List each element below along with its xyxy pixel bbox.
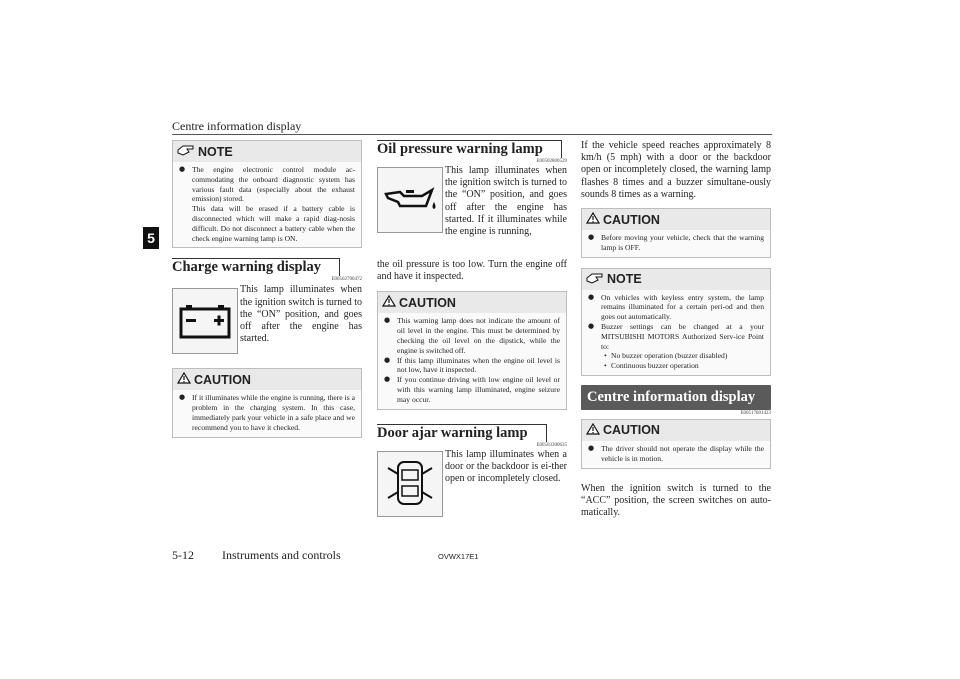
caution-text: If this lamp illuminates when the engine oil level is not low, have it inspected. xyxy=(397,355,560,375)
door-section xyxy=(377,424,567,519)
section-title: Door ajar warning lamp xyxy=(377,424,547,442)
caution-header xyxy=(582,209,770,230)
footer-code: OVWX17E1 xyxy=(438,552,479,561)
note-bullet: ● Buzzer settings can be changed at a your MITSUBISHI MOTORS Authorized Serv-ice Point to: • No buzzer operation (buzzer disabled) • Continuous buzzer operation xyxy=(588,322,764,371)
section-code: E00502800529 xyxy=(536,159,567,164)
section-code: E00503300635 xyxy=(536,442,567,448)
note-header xyxy=(582,269,770,290)
footer-chapter: Instruments and controls xyxy=(222,548,341,562)
caution-text: If you continue driving with low engine oil level or with this warning lamp illuminated, engine seizure may occur. xyxy=(397,375,560,404)
section-title: Centre information display xyxy=(581,385,771,410)
centre-display-text: When the ignition switch is turned to the “ACC” position, the screen switches on auto-matically. xyxy=(581,482,771,518)
caution-box xyxy=(581,208,771,258)
warning-triangle-icon xyxy=(382,295,396,310)
note-label: NOTE xyxy=(198,144,233,159)
door-ajar-car-icon xyxy=(377,451,443,517)
caution-box xyxy=(172,368,362,437)
warning-triangle-icon xyxy=(586,212,600,227)
caution-bullet: ● The driver should not operate the display while the vehicle is in motion. xyxy=(588,443,764,463)
note-sub-text: No buzzer operation (buzzer disabled) xyxy=(611,351,728,361)
caution-text: Before moving your vehicle, check that the warning lamp is OFF. xyxy=(601,233,764,252)
note-sub-text: Continuous buzzer operation xyxy=(611,361,699,371)
note-label: NOTE xyxy=(607,272,642,287)
column-1 xyxy=(172,140,362,438)
caution-bullet: ● If this lamp illuminates when the engine oil level is not low, have it inspected. xyxy=(384,355,560,375)
caution-bullet: ● If it illuminates while the engine is running, there is a problem in the charging system. In this case, immediately park your vehicle in a safe place and we recommend you to have it checked. xyxy=(179,393,355,432)
section-code: E00517801423 xyxy=(740,410,771,416)
header-title: Centre information display xyxy=(172,119,302,133)
charge-section xyxy=(172,258,362,356)
caution-bullet: ● Before moving your vehicle, check that the warning lamp is OFF. xyxy=(588,233,764,252)
column-2 xyxy=(377,140,567,519)
note-text-1: The engine electronic control module ac-commodating the onboard diagnostic system has various fault data (especially about the exhaust emission) stored. xyxy=(192,165,355,204)
charge-text: This lamp illuminates when the ignition switch is turned to the “ON” position, and goes off after the engine has started. xyxy=(240,284,362,345)
note-header xyxy=(173,141,361,162)
note-box xyxy=(581,268,771,376)
chapter-tab: 5 xyxy=(143,227,159,249)
caution-label: CAUTION xyxy=(399,295,456,310)
note-bullet: ● The engine electronic control module ac-commodating the onboard diagnostic system has various fault data (especially about the exhaust emission) stored. This data will be erased if a battery cable is disconnected which will make a rapid diag-nosis difficult. Do not disconnect a battery cable when the check engine warning lamp is ON. xyxy=(179,165,355,243)
caution-bullet: ● This warning lamp does not indicate the amount of oil level in the engine. This must be determined by checking the oil level on the dipstick, while the engine is switched off. xyxy=(384,316,560,355)
caution-box xyxy=(377,291,567,409)
section-title: Oil pressure warning lamp xyxy=(377,140,562,158)
centre-display-section xyxy=(581,385,771,416)
caution-text: If it illuminates while the engine is running, there is a problem in the charging system. In this case, immediately park your vehicle in a safe place and we recommend you to have it checked. xyxy=(192,393,355,432)
note-text-2: This data will be erased if a battery cable is disconnected which will make a rapid diag-nosis difficult. Do not disconnect a battery cable when the check engine warning lamp is ON. xyxy=(192,204,355,243)
oil-can-icon xyxy=(377,167,443,233)
caution-header xyxy=(173,369,361,390)
caution-box xyxy=(581,419,771,469)
note-text: Buzzer settings can be changed at a your MITSUBISHI MOTORS Authorized Serv-ice Point to: xyxy=(601,322,764,351)
note-hand-icon xyxy=(586,272,604,287)
caution-label: CAUTION xyxy=(194,372,251,387)
caution-label: CAUTION xyxy=(603,423,660,438)
header-rule xyxy=(172,134,772,135)
caution-label: CAUTION xyxy=(603,212,660,227)
caution-bullet: ● If you continue driving with low engine oil level or with this warning lamp illuminated, engine seizure may occur. xyxy=(384,375,560,404)
caution-header xyxy=(582,420,770,441)
caution-text: The driver should not operate the display while the vehicle is in motion. xyxy=(601,443,764,463)
battery-icon xyxy=(172,288,238,354)
section-code: E00502700472 xyxy=(331,277,362,283)
warning-triangle-icon xyxy=(177,372,191,387)
door-continued-text: If the vehicle speed reaches approximately 8 km/h (5 mph) with a door or the backdoor open or incompletely closed, the warning lamp flashes 8 times and a buzzer simultane-ously sounds 8 times as a warning. xyxy=(581,140,771,200)
warning-triangle-icon xyxy=(586,423,600,438)
note-box xyxy=(172,140,362,248)
note-text: On vehicles with keyless entry system, the lamp remains illuminated for a certain peri-od and then goes out automatically. xyxy=(601,292,764,322)
column-3 xyxy=(581,140,771,519)
caution-text: This warning lamp does not indicate the amount of oil level in the engine. This must be determined by checking the oil level on the dipstick, while the engine is switched off. xyxy=(397,316,560,355)
note-bullet: ● On vehicles with keyless entry system, the lamp remains illuminated for a certain peri-od and then goes out automatically. xyxy=(588,292,764,322)
note-hand-icon xyxy=(177,144,195,159)
door-text: This lamp illuminates when a door or the backdoor is ei-ther open or incompletely closed. xyxy=(445,448,567,484)
oil-text-side: This lamp illuminates when the ignition switch is turned to the “ON” position, and goes off after the engine has started. If it illuminates while the engine is running, xyxy=(445,165,567,238)
oil-section xyxy=(377,140,567,283)
caution-header xyxy=(378,292,566,313)
page-number: 5-12 xyxy=(172,548,194,562)
oil-text-full: the oil pressure is too low. Turn the engine off and have it inspected. xyxy=(377,259,567,283)
section-title: Charge warning display xyxy=(172,258,340,276)
note-sub-item: • No buzzer operation (buzzer disabled) xyxy=(604,351,728,361)
note-sub-item: • Continuous buzzer operation xyxy=(604,361,699,371)
